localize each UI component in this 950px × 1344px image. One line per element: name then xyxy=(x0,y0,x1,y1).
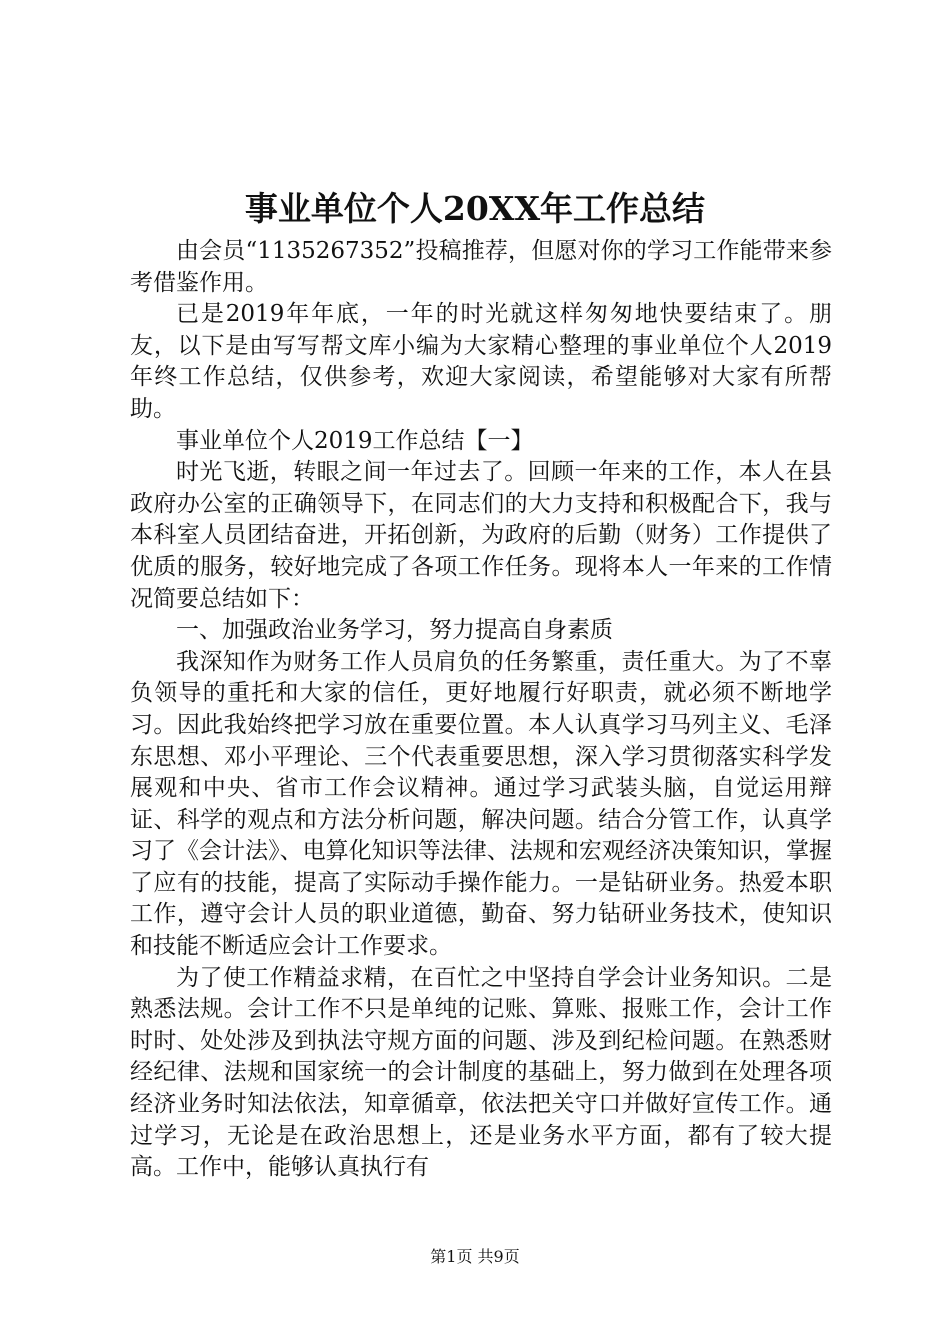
page-title: 事业单位个人20XX年工作总结 xyxy=(244,189,706,228)
page-number-footer: 第1页 共9页 xyxy=(430,1247,520,1266)
body-paragraph: 为了使工作精益求精，在百忙之中坚持自学会计业务知识。二是熟悉法规。会计工作不只是单纯的记账、算账、报账工作，会计工作时时、处处涉及到执法守规方面的问题、涉及到纪检问题。在熟悉财经纪律、法规和国家统一的会计制度的基础上，努力做到在处理各项经济业务时知法依法，知章循章，依法把关守口并做好宣传工作。通过学习，无论是在政治思想上，还是业务水平方面，都有了较大提高。工作中，能够认真执行有 xyxy=(130,964,832,1181)
intro-paragraph: 由会员“1135267352”投稿推荐，但愿对你的学习工作能带来参考借鉴作用。 xyxy=(130,238,832,296)
body-paragraph: 时光飞逝，转眼之间一年过去了。回顾一年来的工作，本人在县政府办公室的正确领导下，在同志们的大力支持和积极配合下，我与本科室人员团结奋进，开拓创新，为政府的后勤（财务）工作提供了优质的服务，较好地完成了各项工作任务。现将本人一年来的工作情况简要总结如下： xyxy=(130,459,832,612)
body-paragraph: 我深知作为财务工作人员肩负的任务繁重，责任重大。为了不辜负领导的重托和大家的信任，更好地履行好职责，就必须不断地学习。因此我始终把学习放在重要位置。本人认真学习马列主义、毛泽东思想、邓小平理论、三个代表重要思想，深入学习贯彻落实科学发展观和中央、省市工作会议精神。通过学习武装头脑，自觉运用辩证、科学的观点和方法分析问题，解决问题。结合分管工作，认真学习了《会计法》、电算化知识等法律、法规和宏观经济决策知识，掌握了应有的技能，提高了实际动手操作能力。一是钻研业务。热爱本职工作，遵守会计人员的职业道德，勤奋、努力钻研业务技术，使知识和技能不断适应会计工作要求。 xyxy=(130,648,832,960)
preface-paragraph: 已是2019年年底，一年的时光就这样匆匆地快要结束了。朋友，以下是由写写帮文库小编为大家精心整理的事业单位个人2019年终工作总结，仅供参考，欢迎大家阅读，希望能够对大家有所帮助。 xyxy=(130,301,832,422)
subsection-heading: 一、加强政治业务学习，努力提高自身素质 xyxy=(176,617,613,644)
section-heading: 事业单位个人2019工作总结【一】 xyxy=(176,427,534,454)
document-body xyxy=(130,236,832,1184)
